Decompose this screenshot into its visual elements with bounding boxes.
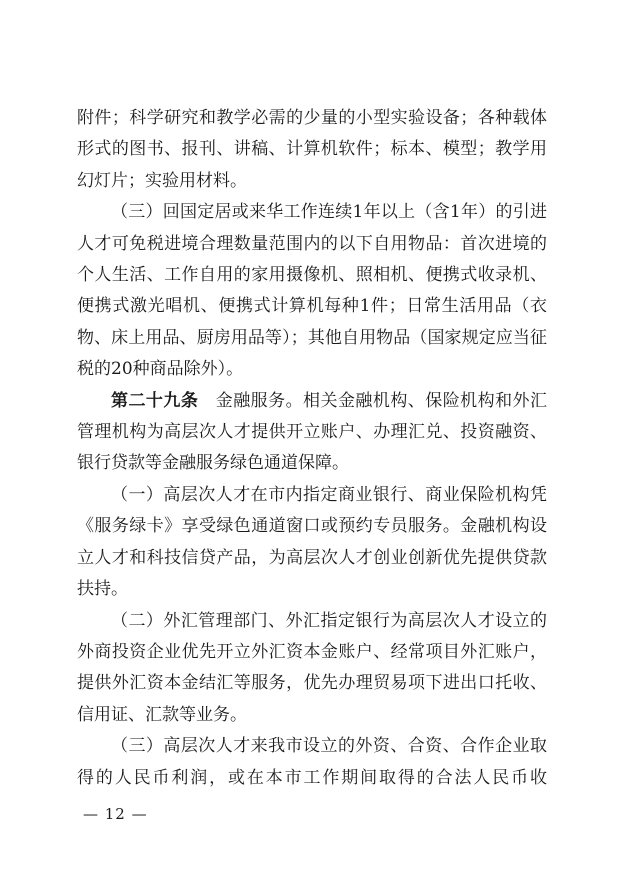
paragraph-item-three-imported-goods [77, 197, 547, 385]
paragraph-text: 金融服务。相关金融机构、保险机构和外汇管理机构为高层次人才提供开立账户、办理汇兑、投资融资、银行贷款等金融服务绿色通道保障。 [77, 390, 548, 474]
paragraph-item-three-rmb-profits [77, 731, 547, 794]
paragraph-item-two-foreign-exchange [77, 606, 547, 732]
document-body [77, 103, 547, 794]
paragraph-article-29 [77, 386, 547, 480]
article-heading: 第二十九条 [111, 390, 199, 411]
page-number: — 12 — [83, 805, 148, 823]
paragraph-item-one-banking [77, 480, 547, 606]
paragraph-text: （三）高层次人才来我市设立的外资、合资、合作企业取得的人民币利润，或在本市工作期间取得的合法人民币收 [77, 736, 547, 788]
paragraph-text: （二）外汇管理部门、外汇指定银行为高层次人才设立的外商投资企业优先开立外汇资本金账户、经常项目外汇账户，提供外汇资本金结汇等服务，优先办理贸易项下进出口托收、信用证、汇款等业务。 [77, 610, 547, 725]
paragraph-text: （一）高层次人才在市内指定商业银行、商业保险机构凭《服务绿卡》享受绿色通道窗口或预约专员服务。金融机构设立人才和科技信贷产品，为高层次人才创业创新优先提供贷款扶持。 [77, 484, 547, 600]
paragraph-continued-attachments [77, 103, 547, 197]
paragraph-text: 附件；科学研究和教学必需的少量的小型实验设备；各种载体形式的图书、报刊、讲稿、计算机软件；标本、模型；教学用幻灯片；实验用材料。 [77, 108, 547, 191]
paragraph-text: （三）回国定居或来华工作连续1年以上（含1年）的引进人才可免税进境合理数量范围内的以下自用物品：首次进境的个人生活、工作自用的家用摄像机、照相机、便携式收录机、便携式激光唱机、便携式计算机每种1件；日常生活用品（衣物、床上用品、厨房用品等）；其他自用物品（国家规定应当征税的20种商品除外）。 [77, 202, 547, 380]
